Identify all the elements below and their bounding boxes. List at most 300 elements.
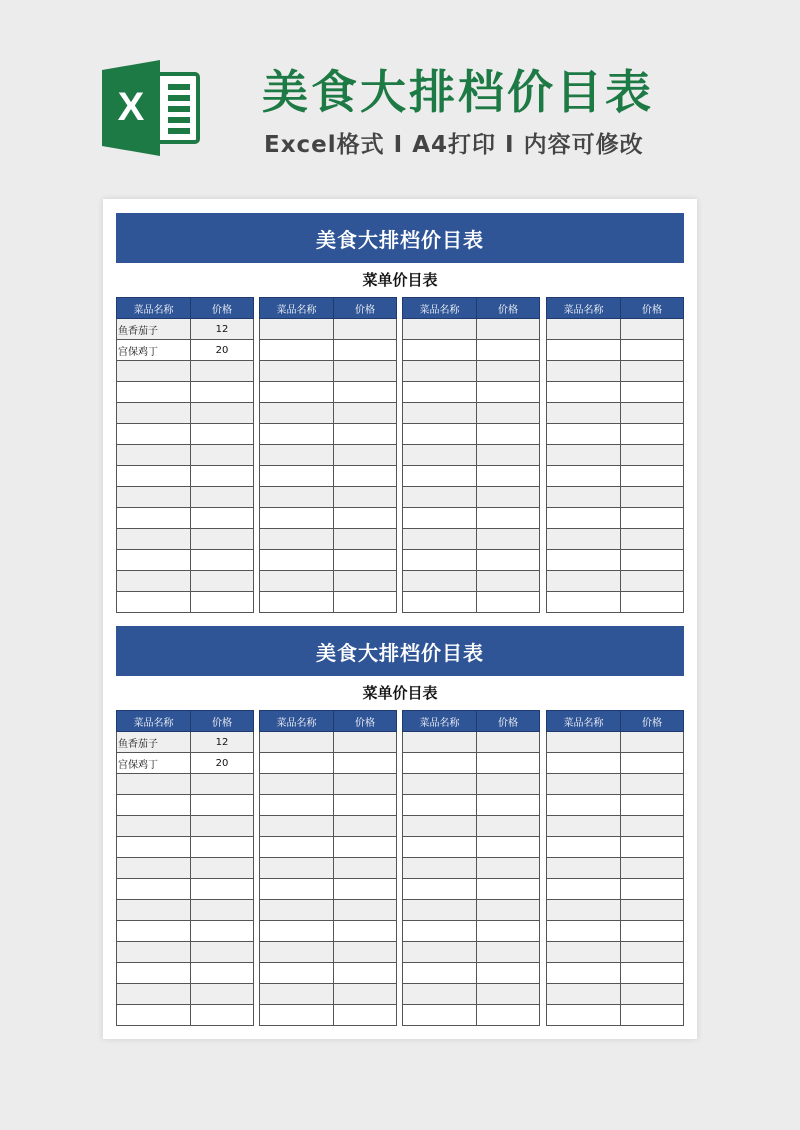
price-cell[interactable] xyxy=(334,319,397,340)
table-row xyxy=(547,1005,684,1026)
dish-name-cell[interactable] xyxy=(547,424,621,445)
dish-name-cell[interactable] xyxy=(117,592,191,613)
dish-name-cell[interactable] xyxy=(547,445,621,466)
dish-name-cell[interactable] xyxy=(403,466,477,487)
table-row xyxy=(260,592,397,613)
menu-header-row xyxy=(403,711,540,732)
dish-name-cell[interactable] xyxy=(403,984,477,1005)
dish-name-cell[interactable] xyxy=(260,774,334,795)
price-cell[interactable] xyxy=(334,774,397,795)
excel-logo-letter: X xyxy=(117,85,145,129)
price-cell[interactable] xyxy=(334,445,397,466)
dish-name-header: 菜品名称 xyxy=(260,298,334,319)
dish-name-cell[interactable] xyxy=(117,984,191,1005)
price-cell[interactable] xyxy=(477,361,540,382)
dish-name-cell[interactable] xyxy=(403,732,477,753)
price-cell[interactable] xyxy=(334,361,397,382)
dish-name-cell[interactable] xyxy=(403,795,477,816)
dish-name-cell[interactable] xyxy=(117,445,191,466)
price-cell[interactable] xyxy=(621,774,684,795)
dish-name-cell[interactable] xyxy=(260,382,334,403)
table-row xyxy=(260,900,397,921)
table-row xyxy=(547,487,684,508)
dish-name-cell[interactable] xyxy=(547,942,621,963)
price-cell[interactable] xyxy=(191,403,254,424)
price-cell[interactable] xyxy=(477,571,540,592)
price-cell[interactable] xyxy=(334,340,397,361)
price-cell[interactable] xyxy=(621,445,684,466)
price-cell[interactable] xyxy=(621,571,684,592)
price-cell[interactable] xyxy=(477,487,540,508)
price-cell[interactable] xyxy=(334,732,397,753)
price-cell[interactable] xyxy=(477,403,540,424)
dish-name-cell[interactable] xyxy=(547,984,621,1005)
dish-name-cell[interactable] xyxy=(260,921,334,942)
dish-name-cell[interactable] xyxy=(117,900,191,921)
price-header: 价格 xyxy=(621,711,684,732)
price-cell[interactable] xyxy=(621,340,684,361)
dish-name-cell[interactable] xyxy=(403,340,477,361)
table-row xyxy=(260,816,397,837)
dish-name-cell[interactable] xyxy=(403,529,477,550)
dish-name-cell[interactable] xyxy=(260,858,334,879)
dish-name-cell[interactable] xyxy=(403,424,477,445)
price-cell[interactable] xyxy=(621,319,684,340)
dish-name-cell[interactable] xyxy=(117,403,191,424)
table-row xyxy=(260,879,397,900)
dish-name-cell[interactable] xyxy=(117,571,191,592)
dish-name-cell[interactable] xyxy=(547,508,621,529)
dish-name-cell[interactable] xyxy=(117,361,191,382)
table-row xyxy=(260,795,397,816)
table-row xyxy=(117,403,254,424)
price-cell[interactable] xyxy=(621,795,684,816)
sheet-banner: 美食大排档价目表 xyxy=(116,626,684,676)
table-row xyxy=(547,424,684,445)
menu-table xyxy=(259,297,397,613)
dish-name-cell[interactable] xyxy=(547,774,621,795)
dish-name-cell[interactable] xyxy=(117,963,191,984)
dish-name-header: 菜品名称 xyxy=(260,711,334,732)
dish-name-cell[interactable] xyxy=(547,466,621,487)
dish-name-cell[interactable] xyxy=(403,858,477,879)
table-row xyxy=(547,592,684,613)
price-cell[interactable] xyxy=(477,963,540,984)
dish-name-cell[interactable] xyxy=(403,319,477,340)
dish-name-cell[interactable] xyxy=(547,900,621,921)
table-row xyxy=(117,529,254,550)
price-cell[interactable] xyxy=(621,403,684,424)
table-row xyxy=(403,340,540,361)
price-cell[interactable] xyxy=(334,382,397,403)
table-row xyxy=(403,592,540,613)
table-row xyxy=(260,942,397,963)
price-header: 价格 xyxy=(334,711,397,732)
dish-name-cell[interactable] xyxy=(403,550,477,571)
dish-name-cell[interactable] xyxy=(117,774,191,795)
dish-name-cell[interactable] xyxy=(547,816,621,837)
dish-name-cell[interactable] xyxy=(403,942,477,963)
price-cell[interactable] xyxy=(477,529,540,550)
price-cell[interactable] xyxy=(191,445,254,466)
dish-name-cell[interactable] xyxy=(547,571,621,592)
excel-logo-icon xyxy=(102,60,202,156)
dish-name-cell[interactable]: 宫保鸡丁 xyxy=(117,340,191,361)
price-cell[interactable]: 12 xyxy=(191,319,254,340)
menu-table xyxy=(116,710,254,1026)
dish-name-cell[interactable] xyxy=(260,963,334,984)
price-cell[interactable] xyxy=(334,753,397,774)
price-cell[interactable] xyxy=(477,550,540,571)
table-row xyxy=(403,1005,540,1026)
dish-name-cell[interactable] xyxy=(547,795,621,816)
price-cell[interactable] xyxy=(477,445,540,466)
price-cell[interactable] xyxy=(334,403,397,424)
price-cell[interactable] xyxy=(477,508,540,529)
price-cell[interactable] xyxy=(621,487,684,508)
price-cell[interactable] xyxy=(191,508,254,529)
price-cell[interactable] xyxy=(191,550,254,571)
table-row xyxy=(403,753,540,774)
price-cell[interactable] xyxy=(621,921,684,942)
price-cell[interactable] xyxy=(621,1005,684,1026)
table-row xyxy=(260,732,397,753)
dish-name-cell[interactable] xyxy=(260,529,334,550)
price-cell[interactable] xyxy=(334,592,397,613)
price-header: 价格 xyxy=(477,711,540,732)
dish-name-cell[interactable] xyxy=(117,942,191,963)
price-cell[interactable] xyxy=(477,1005,540,1026)
dish-name-cell[interactable] xyxy=(403,1005,477,1026)
price-cell[interactable] xyxy=(621,858,684,879)
table-row xyxy=(260,858,397,879)
price-cell[interactable] xyxy=(191,858,254,879)
table-row xyxy=(403,774,540,795)
dish-name-cell[interactable]: 鱼香茄子 xyxy=(117,732,191,753)
dish-name-cell[interactable] xyxy=(260,984,334,1005)
price-cell[interactable] xyxy=(334,529,397,550)
dish-name-cell[interactable] xyxy=(260,592,334,613)
dish-name-cell[interactable] xyxy=(117,487,191,508)
dish-name-cell[interactable] xyxy=(547,550,621,571)
dish-name-cell[interactable] xyxy=(260,487,334,508)
price-cell[interactable] xyxy=(334,466,397,487)
price-cell[interactable]: 20 xyxy=(191,340,254,361)
table-row xyxy=(117,753,254,774)
price-cell[interactable] xyxy=(477,942,540,963)
dish-name-cell[interactable] xyxy=(117,816,191,837)
price-cell[interactable] xyxy=(191,879,254,900)
price-cell[interactable] xyxy=(191,795,254,816)
menu-header-row xyxy=(260,711,397,732)
table-row xyxy=(117,424,254,445)
price-cell[interactable] xyxy=(477,816,540,837)
price-cell[interactable] xyxy=(477,795,540,816)
price-cell[interactable] xyxy=(334,942,397,963)
dish-name-cell[interactable] xyxy=(547,487,621,508)
table-row xyxy=(260,1005,397,1026)
price-cell[interactable]: 20 xyxy=(191,753,254,774)
dish-name-cell[interactable] xyxy=(403,382,477,403)
dish-name-header: 菜品名称 xyxy=(403,711,477,732)
dish-name-cell[interactable] xyxy=(547,753,621,774)
dish-name-cell[interactable] xyxy=(547,361,621,382)
dish-name-cell[interactable] xyxy=(117,382,191,403)
table-row xyxy=(403,466,540,487)
dish-name-cell[interactable] xyxy=(403,571,477,592)
table-row xyxy=(260,963,397,984)
dish-name-cell[interactable] xyxy=(403,816,477,837)
price-cell[interactable] xyxy=(334,508,397,529)
table-row xyxy=(403,963,540,984)
page-title: 美食大排档价目表 xyxy=(262,65,654,119)
price-cell[interactable] xyxy=(477,774,540,795)
price-cell[interactable] xyxy=(191,487,254,508)
dish-name-cell[interactable] xyxy=(547,382,621,403)
table-row xyxy=(260,319,397,340)
dish-name-cell[interactable] xyxy=(547,592,621,613)
dish-name-cell[interactable] xyxy=(403,753,477,774)
price-cell[interactable] xyxy=(621,879,684,900)
dish-name-cell[interactable] xyxy=(260,1005,334,1026)
dish-name-cell[interactable] xyxy=(403,487,477,508)
dish-name-cell[interactable] xyxy=(260,942,334,963)
table-row xyxy=(547,753,684,774)
price-cell[interactable] xyxy=(621,753,684,774)
table-row xyxy=(117,858,254,879)
price-cell[interactable] xyxy=(477,837,540,858)
dish-name-cell[interactable] xyxy=(547,1005,621,1026)
dish-name-cell[interactable] xyxy=(260,879,334,900)
price-cell[interactable] xyxy=(621,837,684,858)
price-cell[interactable] xyxy=(191,361,254,382)
table-row xyxy=(117,508,254,529)
page-subtitle: Excel格式 I A4打印 I 内容可修改 xyxy=(264,132,644,158)
price-header: 价格 xyxy=(477,298,540,319)
price-cell[interactable] xyxy=(477,900,540,921)
dish-name-header: 菜品名称 xyxy=(547,298,621,319)
price-cell[interactable] xyxy=(334,879,397,900)
price-cell[interactable] xyxy=(191,963,254,984)
table-row xyxy=(547,795,684,816)
dish-name-cell[interactable] xyxy=(260,340,334,361)
price-cell[interactable] xyxy=(191,382,254,403)
price-cell[interactable] xyxy=(477,921,540,942)
price-cell[interactable] xyxy=(477,984,540,1005)
table-row xyxy=(547,529,684,550)
price-cell[interactable] xyxy=(621,466,684,487)
table-row xyxy=(403,816,540,837)
dish-name-cell[interactable] xyxy=(547,858,621,879)
table-row xyxy=(547,445,684,466)
price-cell[interactable] xyxy=(477,592,540,613)
price-cell[interactable] xyxy=(191,1005,254,1026)
table-row xyxy=(117,382,254,403)
price-cell[interactable] xyxy=(334,963,397,984)
price-cell[interactable] xyxy=(191,921,254,942)
price-cell[interactable] xyxy=(477,424,540,445)
table-row xyxy=(260,774,397,795)
dish-name-cell[interactable] xyxy=(547,963,621,984)
dish-name-cell[interactable] xyxy=(117,424,191,445)
table-row xyxy=(117,340,254,361)
table-row xyxy=(403,550,540,571)
dish-name-cell[interactable] xyxy=(403,361,477,382)
menu-header-row xyxy=(117,298,254,319)
dish-name-cell[interactable] xyxy=(547,921,621,942)
dish-name-cell[interactable] xyxy=(547,403,621,424)
table-row xyxy=(547,466,684,487)
price-cell[interactable] xyxy=(334,795,397,816)
dish-name-cell[interactable] xyxy=(260,508,334,529)
dish-name-cell[interactable] xyxy=(547,319,621,340)
menu-header-row xyxy=(403,298,540,319)
price-cell[interactable] xyxy=(621,508,684,529)
table-row xyxy=(117,837,254,858)
price-cell[interactable] xyxy=(621,732,684,753)
dish-name-cell[interactable] xyxy=(117,550,191,571)
dish-name-cell[interactable] xyxy=(260,361,334,382)
price-cell[interactable] xyxy=(334,424,397,445)
price-cell[interactable] xyxy=(191,984,254,1005)
price-cell[interactable] xyxy=(334,921,397,942)
dish-name-cell[interactable] xyxy=(117,1005,191,1026)
price-cell[interactable] xyxy=(621,984,684,1005)
dish-name-cell[interactable] xyxy=(260,795,334,816)
price-cell[interactable] xyxy=(621,592,684,613)
price-cell[interactable] xyxy=(191,592,254,613)
price-cell[interactable] xyxy=(621,361,684,382)
price-cell[interactable]: 12 xyxy=(191,732,254,753)
dish-name-cell[interactable] xyxy=(547,340,621,361)
dish-name-cell[interactable] xyxy=(117,858,191,879)
price-cell[interactable] xyxy=(334,984,397,1005)
dish-name-cell[interactable] xyxy=(117,837,191,858)
price-cell[interactable] xyxy=(334,550,397,571)
table-row xyxy=(260,550,397,571)
table-row xyxy=(117,1005,254,1026)
price-cell[interactable] xyxy=(334,837,397,858)
price-cell[interactable] xyxy=(621,529,684,550)
price-cell[interactable] xyxy=(191,942,254,963)
price-cell[interactable] xyxy=(191,774,254,795)
price-cell[interactable] xyxy=(334,858,397,879)
dish-name-cell[interactable] xyxy=(117,508,191,529)
table-row xyxy=(260,382,397,403)
price-cell[interactable] xyxy=(334,571,397,592)
dish-name-cell[interactable] xyxy=(403,921,477,942)
price-cell[interactable] xyxy=(477,340,540,361)
table-row xyxy=(117,963,254,984)
dish-name-cell[interactable] xyxy=(403,445,477,466)
table-row xyxy=(260,487,397,508)
price-cell[interactable] xyxy=(334,487,397,508)
dish-name-cell[interactable] xyxy=(260,837,334,858)
dish-name-cell[interactable] xyxy=(403,592,477,613)
dish-name-cell[interactable] xyxy=(547,837,621,858)
price-cell[interactable] xyxy=(477,879,540,900)
price-cell[interactable] xyxy=(191,816,254,837)
price-cell[interactable] xyxy=(477,466,540,487)
dish-name-cell[interactable] xyxy=(260,319,334,340)
dish-name-cell[interactable] xyxy=(547,732,621,753)
dish-name-cell[interactable] xyxy=(117,529,191,550)
dish-name-cell[interactable] xyxy=(117,795,191,816)
price-cell[interactable] xyxy=(621,942,684,963)
dish-name-header: 菜品名称 xyxy=(547,711,621,732)
table-row xyxy=(260,508,397,529)
price-cell[interactable] xyxy=(191,529,254,550)
dish-name-cell[interactable] xyxy=(117,921,191,942)
dish-name-cell[interactable] xyxy=(260,571,334,592)
dish-name-cell[interactable] xyxy=(260,753,334,774)
dish-name-cell[interactable] xyxy=(403,774,477,795)
dish-name-cell[interactable] xyxy=(117,879,191,900)
price-cell[interactable] xyxy=(621,382,684,403)
table-row xyxy=(403,795,540,816)
dish-name-cell[interactable] xyxy=(117,466,191,487)
dish-name-cell[interactable] xyxy=(260,900,334,921)
price-cell[interactable] xyxy=(621,900,684,921)
dish-name-cell[interactable] xyxy=(403,403,477,424)
dish-name-cell[interactable] xyxy=(260,816,334,837)
dish-name-cell[interactable] xyxy=(403,963,477,984)
price-cell[interactable] xyxy=(621,816,684,837)
price-cell[interactable] xyxy=(477,382,540,403)
dish-name-cell[interactable] xyxy=(260,403,334,424)
table-row xyxy=(547,879,684,900)
price-cell[interactable] xyxy=(621,963,684,984)
price-cell[interactable] xyxy=(621,424,684,445)
price-cell[interactable] xyxy=(334,816,397,837)
price-cell[interactable] xyxy=(191,837,254,858)
table-row xyxy=(117,550,254,571)
sheet-subheading: 菜单价目表 xyxy=(362,684,438,702)
price-cell[interactable] xyxy=(334,1005,397,1026)
table-row xyxy=(260,529,397,550)
table-row xyxy=(547,774,684,795)
dish-name-cell[interactable] xyxy=(260,550,334,571)
dish-name-cell[interactable] xyxy=(260,732,334,753)
dish-name-cell[interactable] xyxy=(403,900,477,921)
price-cell[interactable] xyxy=(191,424,254,445)
price-cell[interactable] xyxy=(477,732,540,753)
dish-name-cell[interactable] xyxy=(260,466,334,487)
price-cell[interactable] xyxy=(621,550,684,571)
price-cell[interactable] xyxy=(477,858,540,879)
table-row xyxy=(547,816,684,837)
dish-name-cell[interactable] xyxy=(547,879,621,900)
dish-name-cell[interactable]: 鱼香茄子 xyxy=(117,319,191,340)
price-cell[interactable] xyxy=(477,319,540,340)
document-page xyxy=(103,199,697,1039)
table-row xyxy=(117,487,254,508)
price-cell[interactable] xyxy=(191,900,254,921)
price-cell[interactable] xyxy=(477,753,540,774)
price-cell[interactable] xyxy=(191,571,254,592)
table-row xyxy=(117,592,254,613)
dish-name-cell[interactable] xyxy=(547,529,621,550)
dish-name-cell[interactable] xyxy=(403,837,477,858)
dish-name-cell[interactable]: 宫保鸡丁 xyxy=(117,753,191,774)
table-row xyxy=(117,445,254,466)
dish-name-cell[interactable] xyxy=(260,445,334,466)
price-cell[interactable] xyxy=(191,466,254,487)
dish-name-cell[interactable] xyxy=(403,879,477,900)
dish-name-cell[interactable] xyxy=(403,508,477,529)
price-cell[interactable] xyxy=(334,900,397,921)
dish-name-cell[interactable] xyxy=(260,424,334,445)
